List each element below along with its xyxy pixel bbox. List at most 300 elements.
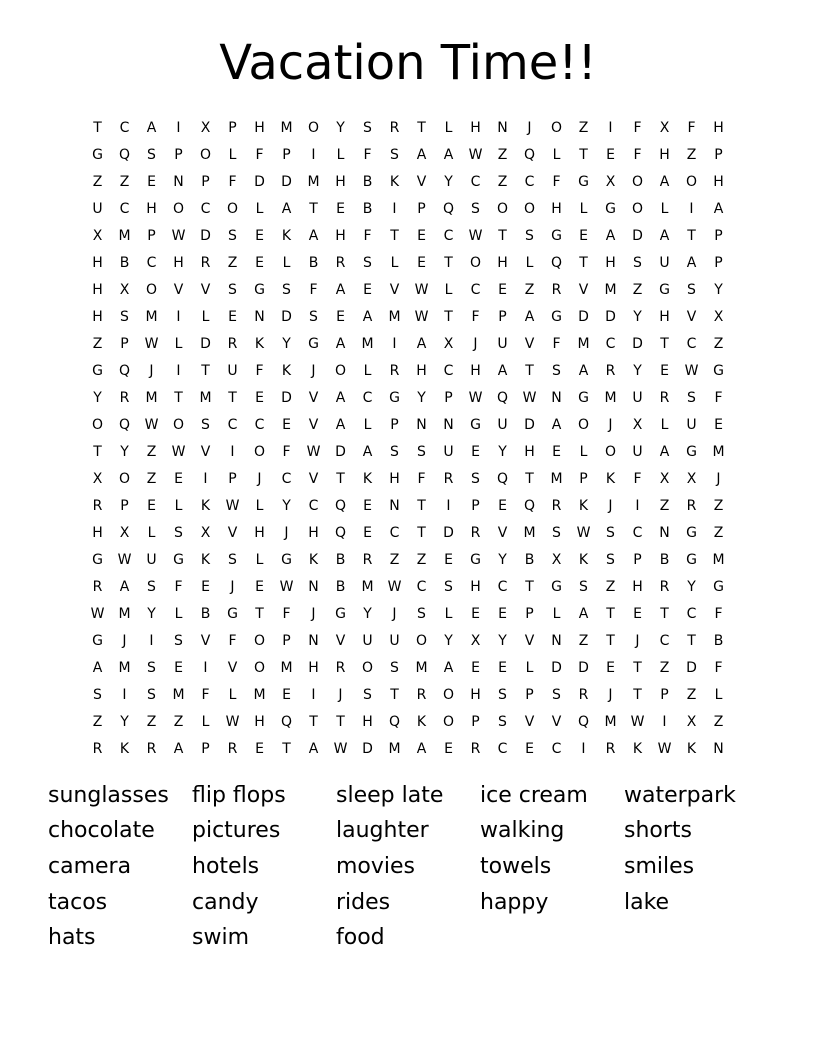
grid-letter: T: [336, 470, 345, 487]
grid-letter: V: [200, 281, 211, 298]
grid-letter: V: [227, 660, 238, 677]
grid-row: [84, 384, 732, 411]
grid-letter: P: [498, 308, 507, 325]
grid-letter: E: [201, 579, 210, 596]
grid-letter: E: [255, 389, 264, 406]
grid-letter: O: [685, 173, 698, 190]
grid-letter: P: [444, 389, 453, 406]
grid-letter: A: [659, 173, 670, 190]
grid-letter: D: [281, 308, 292, 325]
word-list-item: movies: [336, 853, 416, 879]
grid-letter: I: [203, 660, 208, 677]
grid-letter: I: [311, 146, 316, 163]
grid-letter: L: [336, 146, 345, 163]
grid-letter: F: [471, 308, 480, 325]
grid-letter: W: [225, 497, 240, 514]
grid-letter: V: [308, 389, 319, 406]
grid-letter: A: [416, 146, 427, 163]
grid-letter: E: [417, 254, 426, 271]
grid-letter: B: [362, 200, 373, 217]
grid-letter: S: [471, 470, 480, 487]
grid-letter: L: [660, 416, 669, 433]
grid-letter: P: [120, 335, 129, 352]
grid-letter: W: [414, 308, 429, 325]
grid-letter: I: [149, 633, 154, 650]
grid-letter: W: [90, 606, 105, 623]
grid-letter: X: [119, 281, 130, 298]
grid-letter: R: [335, 254, 346, 271]
grid-letter: A: [335, 335, 346, 352]
grid-letter: Y: [633, 362, 642, 379]
word-list-item: chocolate: [48, 818, 155, 844]
grid-letter: E: [471, 660, 480, 677]
grid-row: [84, 655, 732, 682]
grid-letter: L: [282, 254, 291, 271]
word-list-item: rides: [336, 889, 391, 915]
grid-letter: L: [525, 254, 534, 271]
grid-letter: D: [200, 227, 211, 244]
grid-letter: Q: [496, 470, 509, 487]
grid-letter: K: [119, 741, 130, 758]
grid-letter: L: [174, 606, 183, 623]
grid-letter: Q: [280, 714, 293, 731]
grid-letter: E: [606, 660, 615, 677]
grid-letter: H: [92, 254, 103, 271]
grid-letter: O: [631, 173, 644, 190]
grid-letter: X: [470, 633, 481, 650]
grid-letter: Z: [578, 633, 589, 650]
grid-letter: R: [362, 552, 373, 569]
grid-letter: G: [173, 552, 184, 569]
grid-letter: Z: [389, 552, 400, 569]
grid-letter: S: [687, 389, 696, 406]
grid-letter: N: [497, 119, 508, 136]
grid-row: [84, 519, 732, 546]
grid-letter: J: [608, 497, 613, 514]
grid-letter: N: [551, 633, 562, 650]
grid-letter: C: [443, 362, 454, 379]
grid-letter: X: [200, 524, 211, 541]
grid-letter: C: [632, 524, 643, 541]
grid-row: [84, 492, 732, 519]
grid-letter: X: [632, 416, 643, 433]
grid-letter: L: [444, 606, 453, 623]
grid-letter: P: [201, 173, 210, 190]
grid-letter: F: [255, 362, 264, 379]
grid-letter: O: [442, 687, 455, 704]
grid-letter: J: [392, 606, 397, 623]
grid-letter: L: [147, 524, 156, 541]
grid-letter: H: [416, 362, 427, 379]
grid-letter: N: [713, 741, 724, 758]
grid-letter: R: [227, 741, 238, 758]
grid-letter: L: [228, 687, 237, 704]
grid-letter: X: [686, 714, 697, 731]
grid-letter: S: [147, 579, 156, 596]
grid-letter: X: [686, 470, 697, 487]
grid-letter: Q: [334, 497, 347, 514]
grid-letter: U: [362, 633, 373, 650]
grid-letter: C: [227, 416, 238, 433]
word-list-item: lake: [624, 889, 670, 915]
grid-letter: G: [389, 389, 400, 406]
word-list-item: food: [336, 925, 385, 951]
grid-letter: H: [659, 308, 670, 325]
grid-letter: P: [714, 254, 723, 271]
grid-letter: W: [468, 227, 483, 244]
grid-letter: E: [255, 741, 264, 758]
grid-letter: L: [228, 146, 237, 163]
grid-letter: A: [551, 416, 562, 433]
grid-letter: N: [551, 389, 562, 406]
grid-letter: I: [662, 714, 667, 731]
grid-letter: Y: [336, 119, 345, 136]
word-list-item: towels: [480, 853, 552, 879]
grid-letter: G: [335, 606, 346, 623]
grid-letter: C: [362, 389, 373, 406]
grid-letter: C: [470, 281, 481, 298]
grid-letter: S: [552, 687, 561, 704]
grid-letter: C: [416, 579, 427, 596]
word-list-item: camera: [48, 853, 132, 879]
grid-letter: S: [174, 633, 183, 650]
grid-letter: T: [228, 389, 237, 406]
grid-letter: S: [309, 308, 318, 325]
grid-letter: A: [119, 579, 130, 596]
grid-letter: H: [551, 200, 562, 217]
grid-letter: T: [525, 470, 534, 487]
grid-letter: C: [146, 254, 157, 271]
grid-letter: T: [309, 714, 318, 731]
grid-letter: S: [552, 362, 561, 379]
grid-letter: S: [147, 660, 156, 677]
grid-letter: S: [201, 416, 210, 433]
grid-letter: R: [686, 497, 697, 514]
grid-letter: E: [579, 227, 588, 244]
grid-letter: L: [552, 606, 561, 623]
grid-letter: L: [201, 714, 210, 731]
grid-letter: A: [659, 443, 670, 460]
grid-letter: V: [173, 281, 184, 298]
grid-letter: K: [389, 173, 400, 190]
grid-letter: T: [336, 714, 345, 731]
grid-letter: R: [470, 524, 481, 541]
grid-letter: K: [605, 470, 616, 487]
grid-letter: P: [147, 227, 156, 244]
grid-letter: S: [417, 443, 426, 460]
grid-letter: B: [362, 173, 373, 190]
grid-letter: C: [200, 200, 211, 217]
grid-letter: E: [498, 281, 507, 298]
grid-letter: K: [632, 741, 643, 758]
word-list-item: hotels: [192, 853, 260, 879]
grid-letter: I: [122, 687, 127, 704]
grid-letter: Z: [497, 173, 508, 190]
grid-letter: X: [659, 119, 670, 136]
grid-letter: A: [308, 741, 319, 758]
grid-letter: L: [660, 200, 669, 217]
grid-letter: S: [498, 714, 507, 731]
grid-letter: U: [146, 552, 157, 569]
grid-letter: D: [524, 416, 535, 433]
grid-letter: A: [335, 389, 346, 406]
grid-letter: R: [200, 254, 211, 271]
grid-letter: B: [200, 606, 211, 623]
grid-letter: F: [687, 119, 696, 136]
grid-letter: E: [552, 443, 561, 460]
grid-letter: P: [282, 633, 291, 650]
grid-letter: K: [200, 552, 211, 569]
grid-letter: S: [363, 119, 372, 136]
grid-letter: I: [230, 443, 235, 460]
grid-letter: T: [633, 687, 642, 704]
grid-letter: S: [606, 524, 615, 541]
grid-letter: H: [470, 687, 481, 704]
grid-letter: Y: [120, 714, 129, 731]
grid-letter: O: [469, 254, 482, 271]
grid-letter: Q: [118, 362, 131, 379]
grid-letter: G: [578, 389, 589, 406]
grid-letter: Z: [173, 714, 184, 731]
grid-letter: A: [335, 416, 346, 433]
grid-letter: L: [552, 146, 561, 163]
grid-letter: M: [280, 119, 293, 136]
grid-letter: M: [388, 308, 401, 325]
grid-letter: S: [417, 606, 426, 623]
grid-letter: A: [443, 146, 454, 163]
grid-row: [84, 547, 732, 574]
grid-letter: G: [92, 552, 103, 569]
grid-letter: G: [92, 633, 103, 650]
grid-row: [84, 168, 732, 195]
grid-letter: M: [712, 552, 725, 569]
grid-letter: D: [686, 660, 697, 677]
grid-letter: E: [498, 606, 507, 623]
grid-letter: P: [471, 497, 480, 514]
grid-letter: Y: [363, 606, 372, 623]
grid-letter: C: [308, 497, 319, 514]
grid-letter: B: [713, 633, 724, 650]
grid-letter: D: [632, 227, 643, 244]
grid-letter: E: [147, 497, 156, 514]
grid-letter: E: [633, 606, 642, 623]
grid-letter: E: [363, 497, 372, 514]
grid-letter: T: [687, 227, 696, 244]
grid-letter: J: [149, 362, 154, 379]
grid-letter: F: [201, 687, 210, 704]
grid-letter: Q: [496, 389, 509, 406]
grid-letter: R: [389, 362, 400, 379]
grid-letter: K: [281, 227, 292, 244]
grid-letter: J: [716, 470, 721, 487]
grid-letter: W: [387, 579, 402, 596]
grid-letter: E: [282, 687, 291, 704]
grid-letter: N: [173, 173, 184, 190]
grid-letter: A: [335, 281, 346, 298]
grid-letter: M: [307, 173, 320, 190]
grid-letter: I: [392, 335, 397, 352]
grid-letter: L: [579, 200, 588, 217]
grid-letter: V: [524, 714, 535, 731]
grid-letter: S: [444, 579, 453, 596]
grid-letter: A: [605, 227, 616, 244]
grid-letter: H: [308, 524, 319, 541]
grid-letter: T: [255, 606, 264, 623]
grid-letter: O: [361, 660, 374, 677]
grid-letter: F: [174, 579, 183, 596]
grid-letter: Q: [523, 497, 536, 514]
grid-letter: S: [93, 687, 102, 704]
grid-letter: K: [578, 552, 589, 569]
word-list-item: shorts: [624, 818, 692, 844]
word-list-item: laughter: [336, 818, 429, 844]
grid-letter: Z: [713, 497, 724, 514]
grid-letter: N: [308, 633, 319, 650]
grid-letter: H: [713, 173, 724, 190]
word-list-item: tacos: [48, 889, 108, 915]
grid-letter: M: [118, 227, 131, 244]
grid-letter: Z: [146, 470, 157, 487]
grid-letter: V: [578, 281, 589, 298]
grid-letter: S: [363, 687, 372, 704]
grid-letter: M: [253, 687, 266, 704]
grid-letter: T: [390, 687, 399, 704]
grid-letter: G: [551, 308, 562, 325]
grid-row: [84, 465, 732, 492]
grid-letter: Z: [92, 173, 103, 190]
grid-letter: L: [174, 335, 183, 352]
grid-row: [84, 276, 732, 303]
grid-letter: V: [200, 443, 211, 460]
grid-letter: P: [579, 470, 588, 487]
grid-letter: R: [416, 687, 427, 704]
grid-letter: B: [524, 552, 535, 569]
grid-letter: P: [282, 146, 291, 163]
grid-letter: I: [581, 741, 586, 758]
grid-letter: E: [444, 552, 453, 569]
page-title: Vacation Time!!: [219, 35, 597, 91]
grid-letter: O: [577, 416, 590, 433]
grid-letter: W: [171, 227, 186, 244]
grid-letter: J: [527, 119, 532, 136]
grid-letter: V: [497, 524, 508, 541]
grid-letter: F: [714, 660, 723, 677]
grid-letter: G: [92, 146, 103, 163]
grid-letter: A: [308, 227, 319, 244]
grid-letter: I: [311, 687, 316, 704]
grid-letter: N: [443, 416, 454, 433]
grid-letter: C: [254, 416, 265, 433]
grid-letter: P: [714, 227, 723, 244]
grid-letter: P: [714, 146, 723, 163]
grid-letter: H: [632, 579, 643, 596]
grid-letter: E: [282, 416, 291, 433]
grid-letter: U: [497, 335, 508, 352]
word-list-item: flip flops: [192, 782, 286, 808]
grid-letter: F: [552, 173, 561, 190]
grid-letter: C: [497, 741, 508, 758]
grid-letter: Z: [92, 714, 103, 731]
grid-letter: M: [415, 660, 428, 677]
grid-letter: U: [632, 389, 643, 406]
grid-letter: D: [578, 660, 589, 677]
grid-letter: E: [255, 227, 264, 244]
grid-letter: H: [605, 254, 616, 271]
grid-letter: U: [443, 443, 454, 460]
grid-letter: K: [200, 497, 211, 514]
grid-letter: X: [551, 552, 562, 569]
grid-letter: T: [417, 524, 426, 541]
grid-letter: Z: [713, 335, 724, 352]
grid-letter: B: [119, 254, 130, 271]
grid-letter: E: [228, 308, 237, 325]
grid-row: [84, 628, 732, 655]
grid-letter: G: [686, 552, 697, 569]
grid-letter: U: [632, 443, 643, 460]
grid-letter: T: [444, 308, 453, 325]
grid-letter: P: [471, 714, 480, 731]
word-list-item: candy: [192, 889, 259, 915]
grid-letter: D: [254, 173, 265, 190]
grid-letter: P: [201, 741, 210, 758]
grid-letter: W: [684, 362, 699, 379]
grid-letter: W: [144, 416, 159, 433]
grid-letter: H: [470, 119, 481, 136]
grid-letter: F: [282, 606, 291, 623]
grid-letter: Z: [416, 552, 427, 569]
grid-letter: L: [174, 497, 183, 514]
grid-letter: E: [471, 606, 480, 623]
grid-letter: X: [443, 335, 454, 352]
grid-letter: N: [416, 416, 427, 433]
grid-letter: C: [686, 335, 697, 352]
grid-letter: X: [92, 470, 103, 487]
grid-letter: U: [227, 362, 238, 379]
grid-letter: Y: [498, 443, 507, 460]
grid-letter: C: [497, 579, 508, 596]
grid-letter: A: [443, 660, 454, 677]
grid-row: [84, 411, 732, 438]
grid-letter: F: [552, 335, 561, 352]
grid-row: [84, 438, 732, 465]
grid-letter: P: [660, 687, 669, 704]
grid-letter: Y: [147, 606, 156, 623]
grid-letter: H: [713, 119, 724, 136]
grid-letter: X: [92, 227, 103, 244]
grid-letter: J: [608, 687, 613, 704]
grid-letter: Z: [578, 119, 589, 136]
grid-letter: T: [525, 579, 534, 596]
grid-letter: M: [145, 308, 158, 325]
grid-letter: V: [551, 714, 562, 731]
grid-letter: G: [551, 227, 562, 244]
grid-letter: N: [254, 308, 265, 325]
grid-letter: H: [470, 579, 481, 596]
grid-letter: U: [92, 200, 103, 217]
grid-letter: O: [550, 119, 563, 136]
word-list-item: sleep late: [336, 782, 444, 808]
grid-letter: P: [525, 687, 534, 704]
grid-letter: P: [633, 552, 642, 569]
grid-letter: C: [605, 335, 616, 352]
grid-letter: U: [659, 254, 670, 271]
grid-letter: F: [363, 227, 372, 244]
grid-letter: T: [498, 227, 507, 244]
grid-letter: A: [146, 119, 157, 136]
grid-letter: F: [228, 173, 237, 190]
grid-letter: J: [257, 470, 262, 487]
grid-letter: V: [308, 470, 319, 487]
